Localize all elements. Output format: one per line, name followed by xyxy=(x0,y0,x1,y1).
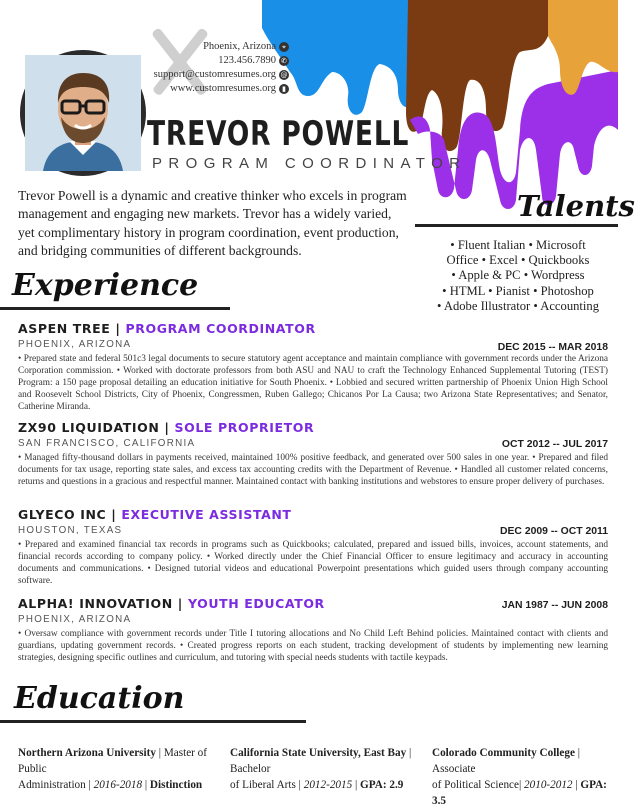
education-years: 2012-2015 xyxy=(303,779,353,791)
job-role: YOUTH EDUCATOR xyxy=(187,596,325,611)
job-heading: ASPEN TREE | PROGRAM COORDINATOR xyxy=(18,321,316,336)
contact-website[interactable] xyxy=(154,82,289,96)
job-dates: DEC 2015 -- MAR 2018 xyxy=(497,342,608,353)
talents-line: Office • Excel • Quickbooks xyxy=(446,253,590,268)
talents-line: • Adobe Illustrator • Accounting xyxy=(436,298,599,313)
education-divider xyxy=(0,720,306,723)
education-years: 2010-2012 xyxy=(524,779,573,791)
job-company: ASPEN TREE xyxy=(18,321,111,336)
job-company: GLYECO INC xyxy=(18,507,107,522)
education-gpa: GPA: 2.9 xyxy=(360,779,404,791)
education-entry: California State University, East Bay | Bachelor of Liberal Arts | 2012-2015 | GPA: 2.9 xyxy=(230,747,412,791)
candidate-name: TREVOR POWELL xyxy=(147,114,410,154)
candidate-title: PROGRAM COORDINATOR xyxy=(152,155,467,172)
job-role: EXECUTIVE ASSISTANT xyxy=(121,507,292,522)
education-degree: Bachelor xyxy=(230,763,271,775)
job-location: SAN FRANCISCO, CALIFORNIA xyxy=(18,438,196,449)
phone-icon: ✆ xyxy=(279,56,289,66)
job-role: PROGRAM COORDINATOR xyxy=(125,321,316,336)
profile-summary: Trevor Powell is a dynamic and creative thinker who excels in program management and engaging new markets. Trevor has a widely varied, yet complimentary history in program coordination, event production, and bridging communities of different backgrounds. xyxy=(18,188,407,259)
talents-line: • Apple & PC • Wordpress xyxy=(451,268,585,283)
experience-divider xyxy=(0,307,230,310)
education-honor: Distinction xyxy=(149,779,203,791)
talents-list xyxy=(418,238,618,314)
profile-photo xyxy=(20,50,146,176)
education-school: Colorado Community College xyxy=(432,747,575,759)
education-degree: Master of Public xyxy=(18,747,207,775)
education-entry: Northern Arizona University | Master of Public Administration | 2016-2018 | Distinction xyxy=(18,747,207,791)
contact-email-text[interactable]: support@customresumes.org xyxy=(153,69,276,80)
contact-block xyxy=(154,40,289,96)
job-location: PHOENIX, ARIZONA xyxy=(18,339,132,350)
contact-phone xyxy=(154,54,289,68)
education-field: of Liberal Arts xyxy=(230,779,296,791)
job-heading: ALPHA! INNOVATION | YOUTH EDUCATOR xyxy=(18,596,325,611)
education-entry: Colorado Community College | Associate of Political Science| 2010-2012 | GPA: 3.5 xyxy=(432,747,607,807)
email-icon: @ xyxy=(280,71,288,79)
job-description: • Managed fifty-thousand dollars in payments received, maintained 100% positive feedback, and generated over 500 sales in one year. • Prepared and filed documents for tax usage, reporting state sales, and excess tax accounting credits with the Department of Revenue. • Handled all customer related concerns, returns and questions in a gracious and respectful manner. Maintained contact with banking institutions and webstores to ensure proper delivery of purchases. xyxy=(18,453,608,487)
education-field: of Political Science xyxy=(432,779,519,791)
portrait-illustration xyxy=(25,55,141,171)
job-entry xyxy=(18,420,608,488)
education-school: Northern Arizona University xyxy=(18,747,156,759)
mouse-icon: ▮ xyxy=(279,84,289,94)
education-degree: Associate xyxy=(432,763,476,775)
job-dates: JAN 1987 -- JUN 2008 xyxy=(501,600,608,611)
job-dates: DEC 2009 -- OCT 2011 xyxy=(500,526,608,537)
job-dates: OCT 2012 -- JUL 2017 xyxy=(501,439,608,450)
education-school: California State University, East Bay xyxy=(230,747,407,759)
contact-website-text[interactable]: www.customresumes.org xyxy=(170,83,276,94)
job-company: ZX90 LIQUIDATION xyxy=(18,420,160,435)
job-description: • Oversaw compliance with government records under Title I tutoring allocations and No Child Left Behind policies. Maintained contact with clients and guardians, updating government records. • Created progress reports on each student, tracking development of students by implementing new learning strategies, designing specific outlines and curriculum, and tutoring with special needs students with tactile keypads. xyxy=(18,629,608,663)
location-pin-icon: ⌖ xyxy=(279,42,289,52)
job-description: • Prepared state and federal 501c3 legal documents to secure statutory agent acceptance and maintain compliance with government records under the Arizona Corporation commission. • Worked with doctorate professors from both ASU and NAU to craft the Technology Enhanced Supplemental Tutoring (TEST) Program: a 150 page proposal detailing an education initiative for South Phoenix. • Lobbied and secured written partnership of Phoenix Union High School and Roosevelt School Districts, City of Phoenix, Congressmen, Ruben Gallego; Chicanos Por La Causa; two Arizona State Representatives; and Senator, Catherine Miranda. xyxy=(18,354,608,412)
talents-line: • Fluent Italian • Microsoft xyxy=(450,238,586,252)
education-heading: Education xyxy=(14,681,185,716)
education-field: Administration xyxy=(18,779,86,791)
job-location: PHOENIX, ARIZONA xyxy=(18,614,132,625)
experience-heading: Experience xyxy=(12,268,199,303)
education-years: 2016-2018 xyxy=(93,779,143,791)
job-entry xyxy=(18,507,608,587)
job-entry xyxy=(18,321,608,413)
job-entry xyxy=(18,596,608,664)
contact-email[interactable] xyxy=(154,68,289,82)
talents-divider xyxy=(415,224,618,227)
job-role: SOLE PROPRIETOR xyxy=(174,420,315,435)
job-heading: ZX90 LIQUIDATION | SOLE PROPRIETOR xyxy=(18,420,315,435)
job-company: ALPHA! INNOVATION xyxy=(18,596,173,611)
education-gpa: GPA: 3.5 xyxy=(432,779,607,807)
talents-heading: Talents xyxy=(517,189,635,223)
job-description: • Prepared and examined financial tax records in programs such as Quickbooks; calculated, prepared and issued bills, invoices, account statements, and financial records according to company policy. • Worked directly under the Chief Financial Officer to ensure legitimacy and accuracy in accounting documents and communications. • Designed tutorial videos and educational Powerpoint presentations which guided users through company accounting software. xyxy=(18,540,608,586)
job-location: HOUSTON, TEXAS xyxy=(18,525,123,536)
contact-location-text: Phoenix, Arizona xyxy=(203,41,276,52)
job-heading: GLYECO INC | EXECUTIVE ASSISTANT xyxy=(18,507,292,522)
contact-location xyxy=(154,40,289,54)
contact-phone-text: 123.456.7890 xyxy=(218,55,276,66)
talents-line: • HTML • Pianist • Photoshop xyxy=(442,283,594,298)
